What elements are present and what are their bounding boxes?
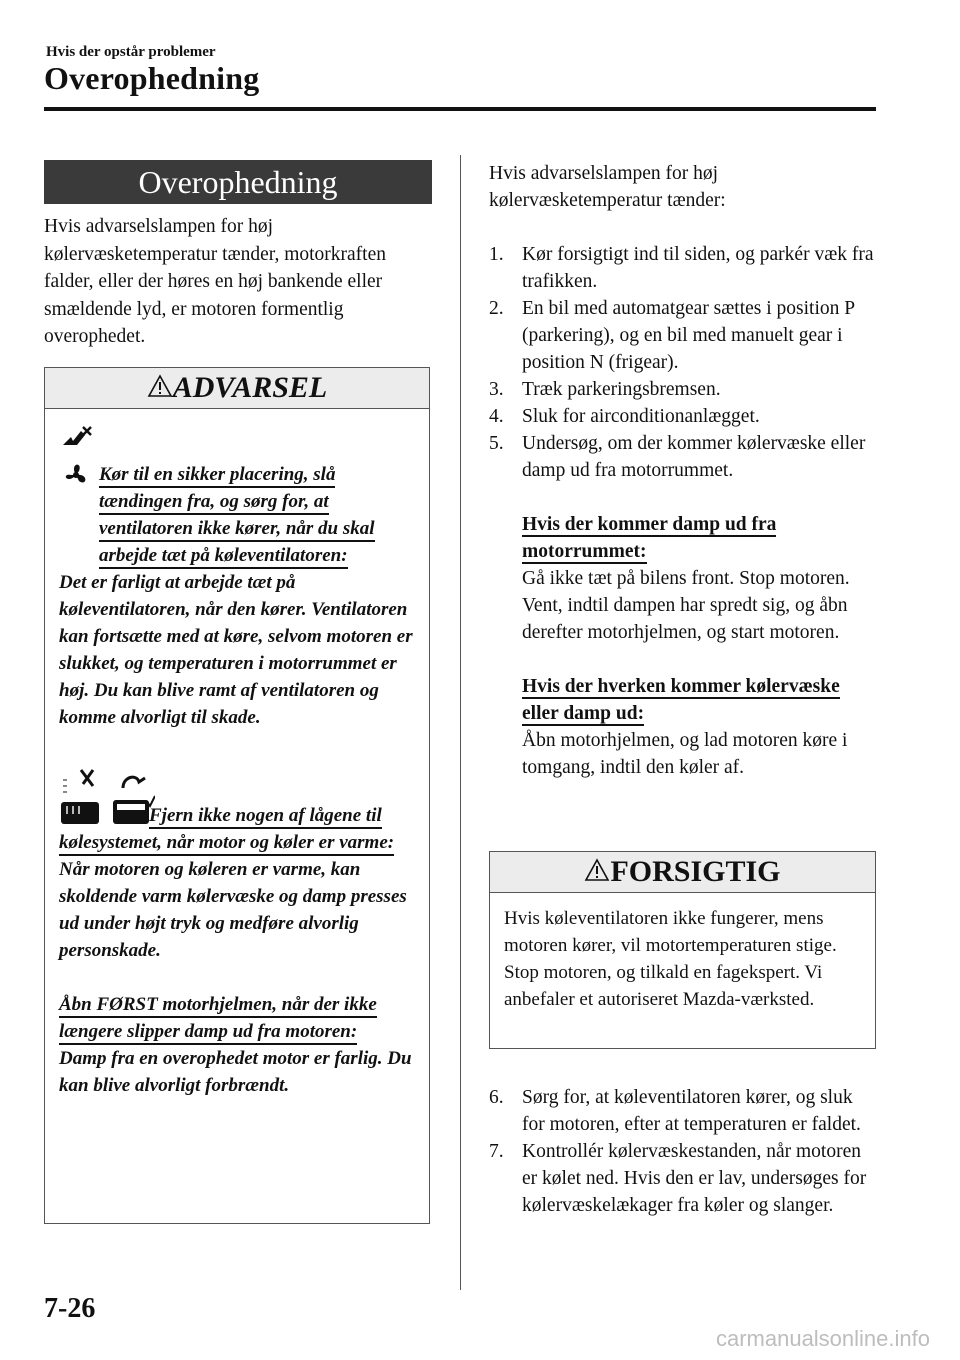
warning-heading-3: Åbn FØRST motorhjelmen, når der ikke længere slipper damp ud fra motoren: [59, 994, 377, 1045]
warning-triangle-icon [147, 369, 173, 393]
warning-box [44, 367, 430, 1224]
step-text: En bil med automatgear sættes i position P (parkering), og en bil med manuelt gear i position N (frigear). [522, 298, 855, 373]
right-intro: Hvis advarselslampen for høj kølervæsketemperatur tænder: [489, 163, 726, 211]
step-number: 3. [489, 379, 504, 400]
step-number: 6. [489, 1087, 504, 1108]
list-item [489, 430, 879, 484]
caution-triangle-icon [584, 853, 610, 877]
warning-heading-1: Kør til en sikker placering, slå tændingen fra, og sørg for, at ventilatoren ikke kører, når du skal arbejde tæt på køleventilatoren: [99, 464, 375, 569]
warning-heading-1-wrap [59, 461, 415, 569]
warning-heading-3-wrap [59, 991, 415, 1045]
list-item [489, 376, 879, 403]
list-item [489, 1138, 879, 1219]
column-divider [460, 155, 461, 1290]
list-item [489, 403, 879, 430]
steps-list-2 [489, 1084, 879, 1219]
step-number: 5. [489, 433, 504, 454]
caution-header [490, 852, 875, 893]
steam-text-1: Gå ikke tæt på bilens front. Stop motoren. [522, 568, 850, 589]
steps-list [489, 241, 879, 484]
warning-text-1: Det er farligt at arbejde tæt på køleventilatoren, når den kører. Ventilatoren kan fortsætte med at køre, selvom motoren er slukket, og temperaturen i motorrummet er høj. Du kan blive ramt af ventilatoren og komme alvorligt til skade. [59, 572, 413, 728]
step-text: Træk parkeringsbremsen. [522, 379, 721, 400]
list-item [489, 295, 879, 376]
steam-heading [522, 511, 879, 565]
no-steam-heading [522, 673, 879, 727]
steam-subsection [489, 511, 879, 646]
warning-paragraph-1 [59, 461, 415, 731]
page-title: Overophedning [44, 60, 260, 96]
steam-heading-text: Hvis der kommer damp ud fra motorrummet: [522, 514, 777, 562]
steam-text-2: Vent, indtil dampen har spredt sig, og åbn derefter motorhjelmen, og start motoren. [522, 595, 848, 643]
warning-title: ADVARSEL [172, 371, 328, 404]
step-text: Sluk for airconditionanlægget. [522, 406, 760, 427]
warning-heading-2: Fjern ikke nogen af lågene til kølesystemet, når motor og køler er varme: [59, 805, 394, 856]
no-steam-subsection [489, 673, 879, 781]
caution-box [489, 851, 876, 1049]
warning-paragraph-3 [59, 991, 415, 1099]
step-text: Kør forsigtigt ind til siden, og parkér væk fra trafikken. [522, 244, 874, 292]
step-text: Undersøg, om der kommer kølervæske eller damp ud fra motorrummet. [522, 433, 866, 481]
list-item [489, 1084, 879, 1138]
step-text: Kontrollér kølervæskestanden, når motoren er kølet ned. Hvis den er lav, undersøges for kølervæskelækager fra køler og slanger. [522, 1141, 867, 1216]
step-text: Sørg for, at køleventilatoren kører, og sluk for motoren, efter at temperaturen er faldet. [522, 1087, 861, 1135]
warning-paragraph-2 [59, 802, 415, 964]
watermark: carmanualsonline.info [715, 1326, 930, 1351]
warning-heading-2-wrap [59, 802, 415, 856]
caution-title: FORSIGTIG [610, 855, 781, 888]
right-column [489, 160, 879, 781]
intro-paragraph: Hvis advarselslampen for høj kølervæsketemperatur tænder, motorkraften falder, eller der høres en høj bankende eller smældende lyd, er motoren formentlig overophedet. [44, 216, 386, 347]
section-label: Hvis der opstår problemer [46, 44, 216, 60]
step-number: 4. [489, 406, 504, 427]
warning-text-2: Når motoren og køleren er varme, kan skoldende varm kølervæske og damp presses ud under højt tryk og medføre alvorlig personskade. [59, 859, 407, 961]
warning-body [45, 409, 429, 1099]
title-rule [44, 107, 876, 111]
warning-text-3: Damp fra en overophedet motor er farlig. Du kan blive alvorligt forbrændt. [59, 1048, 412, 1096]
list-item [489, 241, 879, 295]
left-column [44, 160, 432, 351]
steps-list-continued [489, 1084, 879, 1219]
page-number: 7-26 [44, 1293, 96, 1324]
step-number: 2. [489, 298, 504, 319]
step-number: 1. [489, 244, 504, 265]
spacer [489, 214, 879, 241]
section-banner: Overophedning [44, 160, 432, 204]
caution-text: Hvis køleventilatoren ikke fungerer, mens motoren kører, vil motortemperaturen stige. Stop motoren, og tilkald en fagekspert. Vi anbefaler et autoriseret Mazda-værksted. [504, 908, 837, 1010]
hand-icon [59, 423, 95, 453]
warning-header [45, 368, 429, 409]
no-steam-heading-text: Hvis der hverken kommer kølervæske eller damp ud: [522, 676, 840, 724]
no-steam-text: Åbn motorhjelmen, og lad motoren køre i tomgang, indtil den køler af. [522, 730, 848, 778]
step-number: 7. [489, 1141, 504, 1162]
